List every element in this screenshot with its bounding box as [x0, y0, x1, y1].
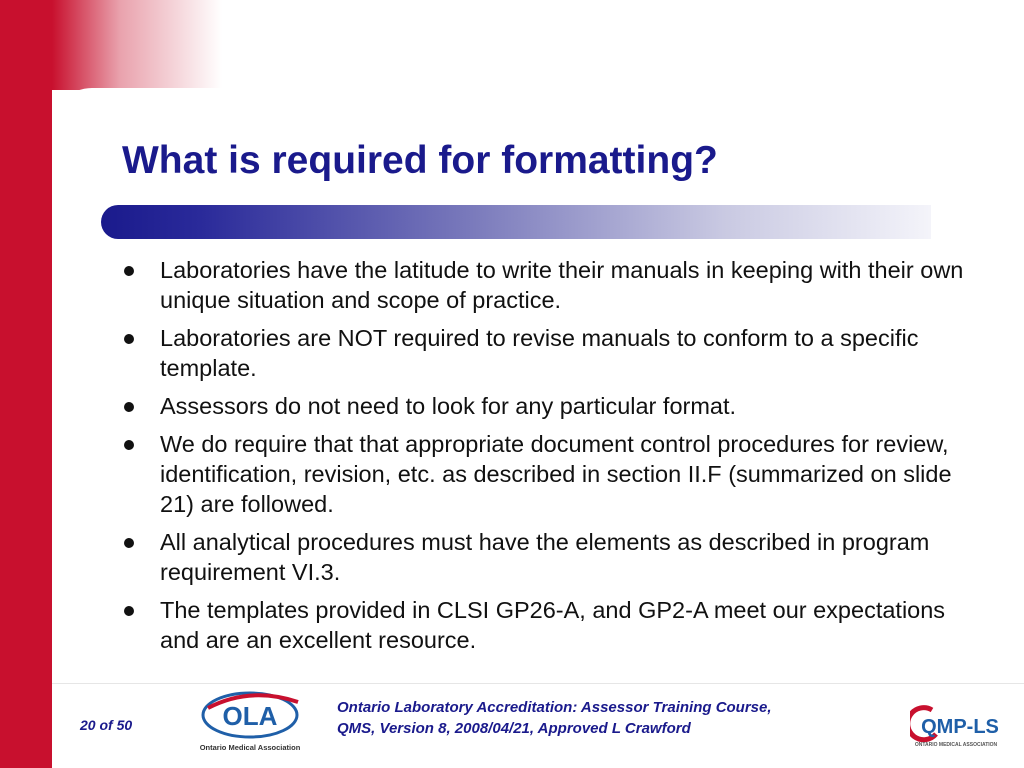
footer-divider [52, 683, 1024, 684]
bullet-text: Laboratories are NOT required to revise manuals to conform to a specific template. [160, 325, 919, 381]
bullet-list [120, 255, 990, 663]
qmp-logo-text: QMP-LS [921, 716, 999, 738]
footer-caption [337, 697, 772, 739]
slide-title: What is required for formatting? [122, 139, 718, 182]
qmp-logo-subtext: ONTARIO MEDICAL ASSOCIATION [914, 742, 998, 748]
bullet-item [120, 255, 990, 315]
bullet-text: The templates provided in CLSI GP26-A, and GP2-A meet our expectations and are an excellent resource. [160, 597, 946, 653]
bullet-dot-icon [124, 606, 134, 616]
bullet-text: We do require that that appropriate document control procedures for review, identification, revision, etc. as described in section II.F (summarized on slide 21) are followed. [160, 431, 952, 517]
bullet-dot-icon [124, 334, 134, 344]
bullet-dot-icon [124, 402, 134, 412]
bullet-text: All analytical procedures must have the elements as described in program requirement VI.3. [160, 529, 930, 585]
page-number: 20 of 50 [80, 717, 133, 733]
ola-logo [200, 688, 304, 754]
top-corner-gradient [52, 0, 222, 90]
footer-line-2: QMS, Version 8, 2008/04/21, Approved L Crawford [337, 720, 691, 737]
footer-line-1: Ontario Laboratory Accreditation: Assessor Training Course, [337, 699, 772, 716]
ola-logo-subtext: Ontario Medical Association [200, 743, 301, 752]
bullet-item [120, 429, 990, 519]
qmp-ls-logo [910, 704, 1000, 750]
bullet-item [120, 323, 990, 383]
bullet-item [120, 391, 990, 421]
bullet-item [120, 527, 990, 587]
bullet-text: Assessors do not need to look for any particular format. [160, 393, 737, 419]
bullet-dot-icon [124, 538, 134, 548]
bullet-item [120, 595, 990, 655]
ola-logo-text: OLA [222, 701, 278, 731]
bullet-dot-icon [124, 266, 134, 276]
left-red-band [0, 0, 52, 768]
bullet-dot-icon [124, 440, 134, 450]
bullet-text: Laboratories have the latitude to write their manuals in keeping with their own unique situation and scope of practice. [160, 257, 964, 313]
title-underline-bar [101, 205, 931, 239]
